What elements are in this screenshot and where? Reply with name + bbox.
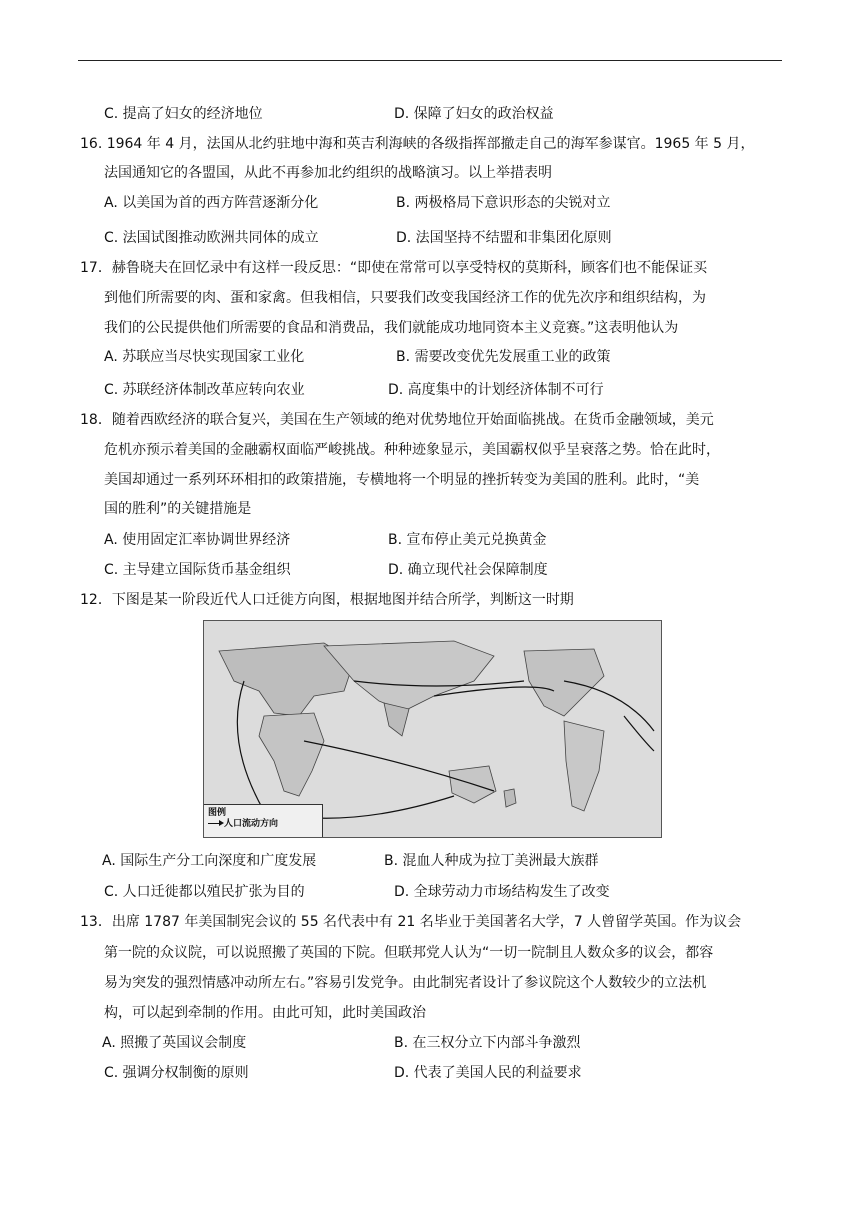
q17-stem-line1: 17．赫鲁晓夫在回忆录中有这样一段反思：“即使在常常可以享受特权的莫斯科，顾客们也不能保证买 <box>80 260 708 276</box>
q16-stem-line2: 法国通知它的各盟国，从此不再参加北约组织的战略演习。以上举措表明 <box>104 165 552 181</box>
q16-option-c: C. 法国试图推动欧洲共同体的成立 <box>104 230 319 246</box>
q17-option-a: A. 苏联应当尽快实现国家工业化 <box>104 349 305 365</box>
q18-option-a: A. 使用固定汇率协调世界经济 <box>104 532 291 548</box>
q15-option-d: D. 保障了妇女的政治权益 <box>394 106 554 122</box>
q16-option-b: B. 两极格局下意识形态的尖锐对立 <box>396 195 611 211</box>
q16-option-a: A. 以美国为首的西方阵营逐渐分化 <box>104 195 319 211</box>
q13-stem-line4: 构，可以起到牵制的作用。由此可知，此时美国政治 <box>104 1005 426 1021</box>
q13-stem-line2: 第一院的众议院，可以说照搬了英国的下院。但联邦党人认为“一切一院制且人数众多的议会，都容 <box>104 945 714 961</box>
q12-option-a: A. 国际生产分工向深度和广度发展 <box>102 853 317 869</box>
q17-stem-line3: 我们的公民提供他们所需要的食品和消费品，我们就能成功地同资本主义竞赛。”这表明他认为 <box>104 320 679 336</box>
migration-map <box>203 620 662 838</box>
q18-option-d: D. 确立现代社会保障制度 <box>388 562 548 578</box>
q16-option-d: D. 法国坚持不结盟和非集团化原则 <box>396 230 612 246</box>
q13-option-a: A. 照搬了英国议会制度 <box>102 1035 247 1051</box>
q16-stem-line1: 16. 1964 年 4 月，法国从北约驻地中海和英吉利海峡的各级指挥部撤走自己的海军参谋官。1965 年 5 月， <box>80 136 755 152</box>
q12-option-b: B. 混血人种成为拉丁美洲最大族群 <box>384 853 599 869</box>
q18-option-c: C. 主导建立国际货币基金组织 <box>104 562 291 578</box>
map-legend-item: 人口流动方向 <box>224 819 279 829</box>
q12-option-c: C. 人口迁徙都以殖民扩张为目的 <box>104 884 305 900</box>
q17-option-d: D. 高度集中的计划经济体制不可行 <box>388 382 604 398</box>
q18-stem-line3: 美国却通过一系列环环相扣的政策措施，专横地将一个明显的挫折转变为美国的胜利。此时，“美 <box>104 472 700 488</box>
q12-stem-line1: 12．下图是某一阶段近代人口迁徙方向图，根据地图并结合所学，判断这一时期 <box>80 592 574 608</box>
q13-option-d: D. 代表了美国人民的利益要求 <box>394 1065 582 1081</box>
q17-option-c: C. 苏联经济体制改革应转向农业 <box>104 382 305 398</box>
q15-option-c: C. 提高了妇女的经济地位 <box>104 106 263 122</box>
q13-stem-line1: 13．出席 1787 年美国制宪会议的 55 名代表中有 21 名毕业于美国著名大学，7 人曾留学英国。作为议会 <box>80 914 742 930</box>
q12-option-d: D. 全球劳动力市场结构发生了改变 <box>394 884 610 900</box>
q17-option-b: B. 需要改变优先发展重工业的政策 <box>396 349 611 365</box>
q13-option-c: C. 强调分权制衡的原则 <box>104 1065 249 1081</box>
q17-stem-line2: 到他们所需要的肉、蛋和家禽。但我相信，只要我们改变我国经济工作的优先次序和组织结构，为 <box>104 290 706 306</box>
q18-stem-line1: 18．随着西欧经济的联合复兴，美国在生产领域的绝对优势地位开始面临挑战。在货币金融领域，美元 <box>80 412 714 428</box>
map-legend-title: 图例 <box>208 808 227 818</box>
q18-option-b: B. 宣布停止美元兑换黄金 <box>388 532 547 548</box>
q13-stem-line3: 易为突发的强烈情感冲动所左右。”容易引发党争。由此制宪者设计了参议院这个人数较少的立法机 <box>104 975 707 991</box>
header-rule <box>78 60 782 61</box>
q13-option-b: B. 在三权分立下内部斗争激烈 <box>394 1035 581 1051</box>
q18-stem-line2: 危机亦预示着美国的金融霸权面临严峻挑战。种种迹象显示，美国霸权似乎呈衰落之势。恰在此时， <box>104 442 720 458</box>
q18-stem-line4: 国的胜利”的关键措施是 <box>104 501 252 517</box>
arrow-icon <box>208 823 220 824</box>
map-legend <box>204 804 323 837</box>
